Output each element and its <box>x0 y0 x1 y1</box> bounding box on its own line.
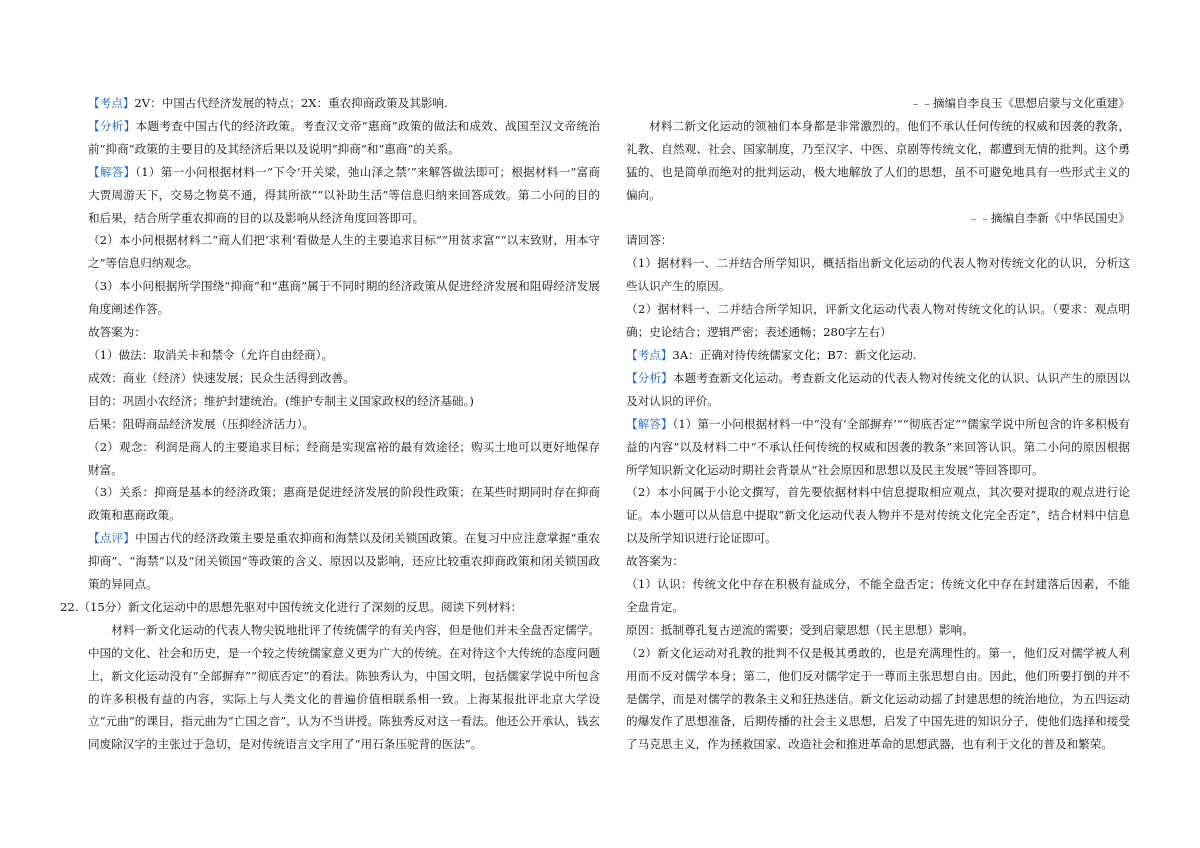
q21-answer-3: 目的：巩固小农经济；维护封建统治。(维护专制主义国家政权的经济基础。) <box>88 393 474 408</box>
question-number: 22. <box>60 599 79 614</box>
q21-answer-1: （1）做法：取消关卡和禁令（允许自由经商）。 <box>88 347 334 362</box>
q22-answer-2: 原因：抵制尊孔复古逆流的需要；受到启蒙思想（民主思想）影响。 <box>626 622 974 637</box>
fenxi-text: 本题考查新文化运动。考查新文化运动的代表人物对传统文化的认识、认识产生的原因以及对认识的评价。 <box>626 370 1130 408</box>
dianping-tag: 【点评】 <box>88 531 136 546</box>
q22-stem <box>60 596 600 619</box>
jieda-text: （1）第一小问根据材料一中“没有‘全部摒弃’”“彻底否定”“儒家学说中所包含的许多积极有益的内容”以及材料二中“不承认任何传统的权威和因袭的教条”来回答认识。第二小问的原因根据所学知识新文化运动时期社会背景从“社会原因和思想以及民主发展”等回答即可。 <box>626 416 1130 477</box>
q22-kaodian <box>626 344 1130 367</box>
q21-jieda-p2: （2）本小问根据材料二“商人们把‘求利’看做是人生的主要追求目标”“用贫求富”“以末致财，用本守之”等信息归纳观念。 <box>88 233 600 271</box>
jieda-tag: 【解答】 <box>88 164 136 179</box>
q22-sub-question-2: （2）据材料一、二并结合所学知识，评新文化运动代表人物对传统文化的认识。（要求：观点明确；史论结合；逻辑严密；表述通畅；280字左右） <box>626 302 1130 340</box>
q21-kaodian <box>88 92 600 115</box>
q21-answer-6: （3）关系：抑商是基本的经济政策；惠商是促进经济发展的阶段性政策；在某些时期同时存在抑商政策和惠商政策。 <box>88 485 600 523</box>
left-column <box>60 92 600 756</box>
fenxi-tag: 【分析】 <box>88 118 136 133</box>
kaodian-tag: 【考点】 <box>88 96 135 110</box>
q22-fenxi <box>626 367 1130 413</box>
q21-jieda <box>88 161 600 230</box>
kaodian-tag: 【考点】 <box>626 347 673 362</box>
q21-dianping <box>88 527 600 596</box>
q21-fenxi <box>88 115 600 161</box>
q21-answer-2: 成效：商业（经济）快速发展；民众生活得到改善。 <box>88 370 355 385</box>
q22-material-1: 材料一新文化运动的代表人物尖锐地批评了传统儒学的有关内容，但是他们并未全盘否定儒学。中国的文化、社会和历史，是一个较之传统儒家意义更为广大的传统。在对待这个大传统的态度问题上，新文化运动没有“全部摒弃”“彻底否定”的看法。陈独秀认为，中国文明，包括儒家学说中所包含的许多积极有益的内容，实际上与人类文化的普遍价值相联系相一致。上海某报批评北京大学设立“元曲”的课目，指元曲为“亡国之音”，认为不当讲授。陈独秀反对这一看法。他还公开承认，钱玄同废除汉字的主张过于急切，是对传统语言文字用了“用石条压驼背的医法”。 <box>88 622 600 752</box>
jieda-tag: 【解答】 <box>626 416 673 431</box>
q22-answer-label: 故答案为： <box>626 554 684 569</box>
q21-answer-label: 故答案为： <box>88 325 146 340</box>
q22-jieda-p2: （2）本小问属于小论文撰写，首先要依据材料中信息提取相应观点，其次要对提取的观点进行论证。本小题可以从信息中提取“新文化运动代表人物并不是对传统文化完全否定”，结合材料中信息以及所学知识进行论证即可。 <box>626 485 1130 546</box>
q22-answer-3: （2）新文化运动对孔教的批判不仅是极其勇敢的，也是充满理性的。第一，他们反对儒学被人利用而不反对儒学本身；第二，他们反对儒学定于一尊而主张思想自由。因此，他们所要打倒的并不是儒学，而是对儒学的教条主义和狂热迷信。新文化运动动摇了封建思想的统治地位，为五四运动的爆发作了思想准备，后期传播的社会主义思想，启发了中国先进的知识分子，使他们选择和接受了马克思主义，作为拯救国家、改造社会和推进革命的思想武器，也有利于文化的普及和繁荣。 <box>626 645 1130 752</box>
jieda-text: （1）第一小问根据材料一“下令‘开关梁，弛山泽之禁’”来解答做法即可；根据材料一“富商大贾周游天下，交易之物莫不通，得其所欲”“以补助生活”等信息归纳来回答成效。第二小问的目的和后果，结合所学重农抑商的目的以及影响从经济角度回答即可。 <box>88 164 600 225</box>
question-stem: （15分）新文化运动中的思想先驱对中国传统文化进行了深刻的反思。阅读下列材料： <box>78 599 523 614</box>
fenxi-text: 本题考查中国古代的经济政策。考查汉文帝“惠商”政策的做法和成效、战国至汉文帝统治前“抑商”政策的主要目的及其经济后果以及说明“抑商”和“惠商”的关系。 <box>88 118 600 156</box>
dianping-text: 中国古代的经济政策主要是重农抑商和海禁以及闭关锁国政策。在复习中应注意掌握“重农抑商”、“海禁”以及“闭关锁国”等政策的含义、原因以及影响，还应比较重农抑商政策和闭关锁国政策的异同点。 <box>88 531 600 592</box>
right-column <box>626 92 1130 756</box>
fenxi-tag: 【分析】 <box>626 370 673 385</box>
q21-jieda-p3: （3）本小问根据所学围绕“抑商”和“惠商”属于不同时期的经济政策从促进经济发展和阻碍经济发展角度阐述作答。 <box>88 279 600 317</box>
q22-jieda <box>626 413 1130 482</box>
q22-answer-1: （1）认识：传统文化中存在积极有益成分，不能全盘否定；传统文化中存在封建落后因素，不能全盘肯定。 <box>626 577 1130 614</box>
material-1-source: ﹣﹣摘编自李良玉《思想启蒙与文化重建》 <box>909 96 1130 110</box>
q21-answer-5: （2）观念：利润是商人的主要追求目标；经商是实现富裕的最有效途径；购买土地可以更好地保存财富。 <box>88 439 600 477</box>
q21-answer-4: 后果：阻碍商品经济发展（压抑经济活力）。 <box>88 416 315 431</box>
q22-ask: 请回答： <box>626 233 673 248</box>
q22-sub-question-1: （1）据材料一、二并结合所学知识，概括指出新文化运动的代表人物对传统文化的认识，分析这些认识产生的原因。 <box>626 256 1130 294</box>
material-2-source: ﹣﹣摘编自李新《中华民国史》 <box>967 210 1130 225</box>
kaodian-text: 2V：中国古代经济发展的特点；2X：重农抑商政策及其影响. <box>134 96 448 110</box>
kaodian-text: 3A：正确对待传统儒家文化；B7：新文化运动. <box>672 347 917 362</box>
q22-material-2: 材料二新文化运动的领袖们本身都是非常激烈的。他们不承认任何传统的权威和因袭的教条，礼教、自然观、社会、国家制度，乃至汉字、中医、京剧等传统文化，都遭到无情的批判。这个勇猛的、也是简单而绝对的批判运动，极大地解放了人们的思想，虽不可避免地具有一些形式主义的偏向。 <box>626 118 1130 202</box>
